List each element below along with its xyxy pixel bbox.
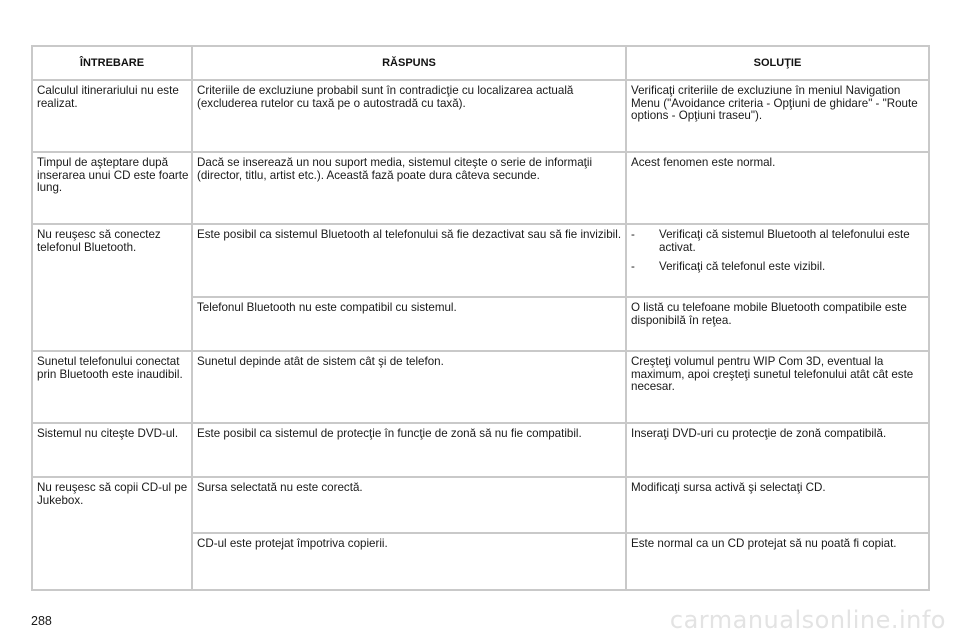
row-solution: Creşteţi volumul pentru WIP Com 3D, eventual la maximum, apoi creşteţi sunetul telefonului atât cât este necesar. [627,352,928,422]
solution-list [631,229,926,274]
watermark: carmanualsonline.info [669,606,946,634]
row-answer: Dacă se inserează un nou suport media, sistemul citeşte o serie de informaţii (director, titlu, artist etc.). Această fază poate dura câteva secunde. [193,153,625,223]
row-answer: Telefonul Bluetooth nu este compatibil cu sistemul. [193,298,625,350]
list-item-text: Verificaţi că sistemul Bluetooth al telefonului este activat. [659,228,910,254]
row-answer: CD-ul este protejat împotriva copierii. [193,534,625,589]
bullet-dash: - [631,260,635,274]
row-solution: O listă cu telefoane mobile Bluetooth compatibile este disponibilă în reţea. [627,298,928,350]
row-solution: Inseraţi DVD-uri cu protecţie de zonă compatibilă. [627,424,928,476]
row-question: Sistemul nu citeşte DVD-ul. [33,424,191,476]
row-question: Calculul itinerariului nu este realizat. [33,81,191,151]
row-solution: Verificaţi criteriile de excluziune în meniul Navigation Menu ("Avoidance criteria - Opţiuni de ghidare" - "Route options - Opţiuni traseu"). [627,81,928,151]
row-solution: Este normal ca un CD protejat să nu poată fi copiat. [627,534,928,589]
row-answer: Este posibil ca sistemul Bluetooth al telefonului să fie dezactivat sau să fie invizibil. [193,225,625,296]
header-question: ÎNTREBARE [33,47,191,79]
header-solution: SOLUŢIE [627,47,928,79]
bullet-dash: - [631,228,635,241]
row-question: Sunetul telefonului conectat prin Bluetooth este inaudibil. [33,352,191,422]
row-answer: Sursa selectată nu este corectă. [193,478,625,532]
row-answer: Sunetul depinde atât de sistem cât şi de telefon. [193,352,625,422]
list-item [631,229,926,254]
list-item [631,261,926,274]
page-number: 288 [31,614,52,628]
row-solution [627,225,928,296]
row-question: Timpul de aşteptare după inserarea unui CD este foarte lung. [33,153,191,223]
row-solution: Acest fenomen este normal. [627,153,928,223]
list-item-text: Verificaţi că telefonul este vizibil. [659,260,826,274]
row-answer: Criteriile de excluziune probabil sunt în contradicţie cu localizarea actuală (excluderea rutelor cu taxă pe o autostradă cu taxă). [193,81,625,151]
header-answer: RĂSPUNS [193,47,625,79]
row-solution: Modificaţi sursa activă şi selectaţi CD. [627,478,928,532]
row-answer: Este posibil ca sistemul de protecţie în funcţie de zonă să nu fie compatibil. [193,424,625,476]
row-question: Nu reuşesc să conectez telefonul Bluetooth. [33,225,191,350]
row-question: Nu reuşesc să copii CD-ul pe Jukebox. [33,478,191,589]
faq-table [31,45,930,591]
